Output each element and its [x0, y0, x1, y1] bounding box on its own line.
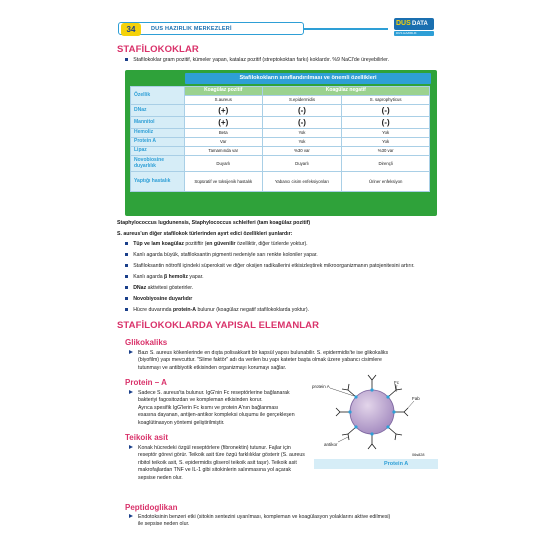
table-cell: (-): [342, 105, 430, 117]
logo-subtext: DUS HAZIRLIK MERKEZLERİ: [396, 31, 417, 40]
table-cell: Yabancı cisim enfeksiyonları: [262, 172, 342, 192]
text-line: makrofajlardan TNF ve IL-1 gibi sitokinlerin salınmasına yol açarak: [138, 467, 292, 474]
table-corner-label: Özellik: [131, 87, 185, 105]
header-title: DUS HAZIRLIK MERKEZLERİ: [151, 26, 232, 32]
table-cell: (-): [262, 105, 342, 117]
table-cell: Yok: [262, 138, 342, 147]
aureus-distinguish-heading: S. aureus'un diğer stafilokok türlerinden ayırt edici özellikleri şunlardır:: [117, 231, 293, 237]
label-fc: Fc: [394, 380, 399, 385]
square-bullet-icon: [125, 275, 128, 278]
text-line: Ayrıca spesifik IgG'lerin Fc kısmı ve protein A'nın bağlanması: [138, 404, 279, 411]
table-cell: (+): [184, 105, 262, 117]
list-item: [125, 307, 309, 314]
table-cell: (-): [262, 117, 342, 129]
text-line: tutunmayı ve antibiyotik etkisinden organizmayı korumayı sağlar.: [138, 364, 287, 371]
figure-code: 06s828: [412, 453, 425, 457]
text-line: ile sepsise neden olur.: [138, 521, 190, 528]
text-line: bakteriyi fagositozdan ve kompleman etkisinden korur.: [138, 397, 263, 404]
table-cell: Yok: [342, 129, 430, 138]
protein-a-text: [129, 390, 309, 427]
list-item: [125, 241, 308, 248]
table-cell: Yok: [342, 138, 430, 147]
page-number: 34: [121, 23, 141, 36]
subtitle-peptidoglikan: Peptidoglikan: [125, 503, 178, 512]
text: aktivitesi gösterirler.: [146, 285, 194, 291]
peptidoglikan-text: [129, 514, 444, 529]
text: pozitiftir (: [183, 241, 207, 247]
text: özelliktir, diğer türlerde yoktur).: [235, 241, 308, 247]
text-line: Sadece S. aureus'ta bulunur. IgG'nin Fc reseptörlerine bağlanarak: [138, 390, 290, 396]
row-label: Protein A: [131, 138, 185, 147]
bold-text: β hemoliz: [164, 274, 188, 280]
list-item: [125, 274, 204, 281]
label-protein-a: protein A: [312, 384, 330, 389]
list-item: [125, 263, 415, 270]
diagram-caption: Protein A: [314, 459, 438, 469]
bold-text: Novobiyosine duyarlıdır: [133, 296, 193, 302]
classification-table-box: [125, 70, 437, 216]
text-line: koaglütinasyon yöntemi geliştirilmiştir.: [138, 419, 225, 426]
subtitle-protein-a: Protein – A: [125, 378, 167, 387]
table-cell: (-): [342, 117, 430, 129]
protein-a-diagram: [308, 364, 438, 464]
table-cell: %30 var: [262, 147, 342, 156]
table-cell: %30 var: [342, 147, 430, 156]
logo-data-text: DATA: [412, 21, 428, 27]
bold-text: protein-A: [172, 307, 197, 313]
text-line: reseptör görevi görür. Teikoik asit türe özgü farklılıklar gösterir (S. aureus: [138, 452, 305, 459]
table-cell: Dirençli: [342, 156, 430, 172]
table-cell: (+): [184, 117, 262, 129]
teikoik-text: [129, 445, 309, 482]
table-title: Stafilokokların sınıflandırılması ve önemli özellikleri: [185, 73, 431, 84]
intro-paragraph: [125, 57, 445, 64]
table-row: [131, 117, 430, 129]
text-line: esasına dayanan, antijen-antikor kompleksi oluşumu ile gerçekleşen: [138, 412, 295, 419]
text: yapar.: [187, 274, 204, 280]
bold-text: DNaz: [133, 285, 147, 291]
group-koagulaz-pozitif: Koagülaz pozitif: [184, 87, 262, 96]
triangle-bullet-icon: [129, 390, 133, 394]
bold-text: Tüp ve lam koagülaz: [133, 241, 184, 247]
triangle-bullet-icon: [129, 445, 133, 449]
species-cell: S.epidermidis: [262, 96, 342, 105]
table-row: [131, 129, 430, 138]
row-label: Mannitol: [131, 117, 185, 129]
triangle-bullet-icon: [129, 514, 133, 518]
classification-table: [130, 86, 430, 192]
table-row: [131, 138, 430, 147]
square-bullet-icon: [125, 297, 128, 300]
strain-note: Staphylococcus lugdunensis, Staphylococcus schleiferi (tam koagülaz pozitif): [117, 220, 311, 226]
square-bullet-icon: [125, 308, 128, 311]
table-cell: Duyarlı: [184, 156, 262, 172]
table-cell: Süpüratif ve toksijenik hastalık: [184, 172, 262, 192]
row-label: DNaz: [131, 105, 185, 117]
logo-dus-text: DUS: [396, 20, 411, 27]
table-row: [131, 105, 430, 117]
subtitle-glikokaliks: Glikokaliks: [125, 338, 168, 347]
text-line: ribitol teikoik asit, S. epidermidis gliserol teikoik asit taşır). Teikoik asit: [138, 459, 297, 466]
group-koagulaz-negatif: Koagülaz negatif: [262, 87, 429, 96]
list-item: [125, 285, 193, 292]
row-label: Lipaz: [131, 147, 185, 156]
table-row: [131, 172, 430, 192]
text-line: Konak hücredeki özgül reseptörlere (fibronektin) tutunur. Fajlar için: [138, 445, 291, 451]
species-cell: S. saprophyticus: [342, 96, 430, 105]
subtitle-teikoik-asit: Teikoik asit: [125, 433, 168, 442]
table-cell: Üriner enfeksiyon: [342, 172, 430, 192]
table-cell: Duyarlı: [262, 156, 342, 172]
list-item: [125, 252, 318, 259]
square-bullet-icon: [125, 58, 128, 61]
bold-text: en güvenilir: [206, 241, 236, 247]
text: bulunur (koagülaz negatif stafilokoklarda yoktur).: [196, 307, 310, 313]
text-line: Bazı S. aureus kökenlerinde en dışta polisakkarit bir kapsül yapısı bulunabilir. S. epidermidis'te ise glikokaliks: [138, 350, 389, 356]
table-row: [131, 147, 430, 156]
label-antikor: antikor: [324, 442, 338, 447]
table-cell: Var: [184, 138, 262, 147]
table-row: [131, 156, 430, 172]
row-label: Yaptığı hastalık: [131, 172, 185, 192]
list-item: [125, 296, 192, 303]
text: Kanlı agarda büyük, stafiloksantin pigmenti nedeniyle sarı renkte koloniler yapar.: [133, 252, 318, 258]
table-cell: Beta: [184, 129, 262, 138]
text: Hücre duvarında: [133, 307, 173, 313]
text-line: Endotoksinin benzeri etki (sitokin sentezini uyarılması, kompleman ve koagülasyon yolaklarını aktive edilmesi): [138, 514, 391, 520]
leader-antikor: [338, 437, 348, 442]
text-line: sepsise neden olur.: [138, 474, 183, 481]
table-cell: Tamamında var: [184, 147, 262, 156]
leader-fab: [407, 401, 414, 409]
square-bullet-icon: [125, 253, 128, 256]
header-tab: [118, 22, 304, 35]
text-line: (biyofilm) yapı mevcuttur. "Slime faktör" adı da verilen bu yapı kateter başta olmak üzere yabancı cisimlere: [138, 357, 382, 364]
table-cell: Yok: [262, 129, 342, 138]
square-bullet-icon: [125, 242, 128, 245]
section-title-yapisal: STAFİLOKOKLARDA YAPISAL ELEMANLAR: [117, 320, 320, 331]
intro-text: Stafilokoklar gram pozitif, kümeler yapan, katalaz pozitif (streptokoktan farkı) koklardır. %9 NaCl'de üreyebilirler.: [133, 57, 390, 63]
text: Kanlı agarda: [133, 274, 165, 280]
species-cell: S.aureus: [184, 96, 262, 105]
square-bullet-icon: [125, 286, 128, 289]
row-label: Novobiosine duyarlılık: [131, 156, 185, 172]
triangle-bullet-icon: [129, 350, 133, 354]
section-title-stafilokoklar: STAFİLOKOKLAR: [117, 44, 199, 55]
text: Stafiloksantin nötrofil içindeki süperoksit ve diğer oksijen radikallerini etkisizleştirek mikroorganizmanın patojenitesini artırır.: [133, 263, 415, 269]
square-bullet-icon: [125, 264, 128, 267]
table-group-row: [131, 87, 430, 96]
row-label: Hemoliz: [131, 129, 185, 138]
label-fab: Fab: [412, 396, 420, 401]
logo: [394, 18, 434, 38]
